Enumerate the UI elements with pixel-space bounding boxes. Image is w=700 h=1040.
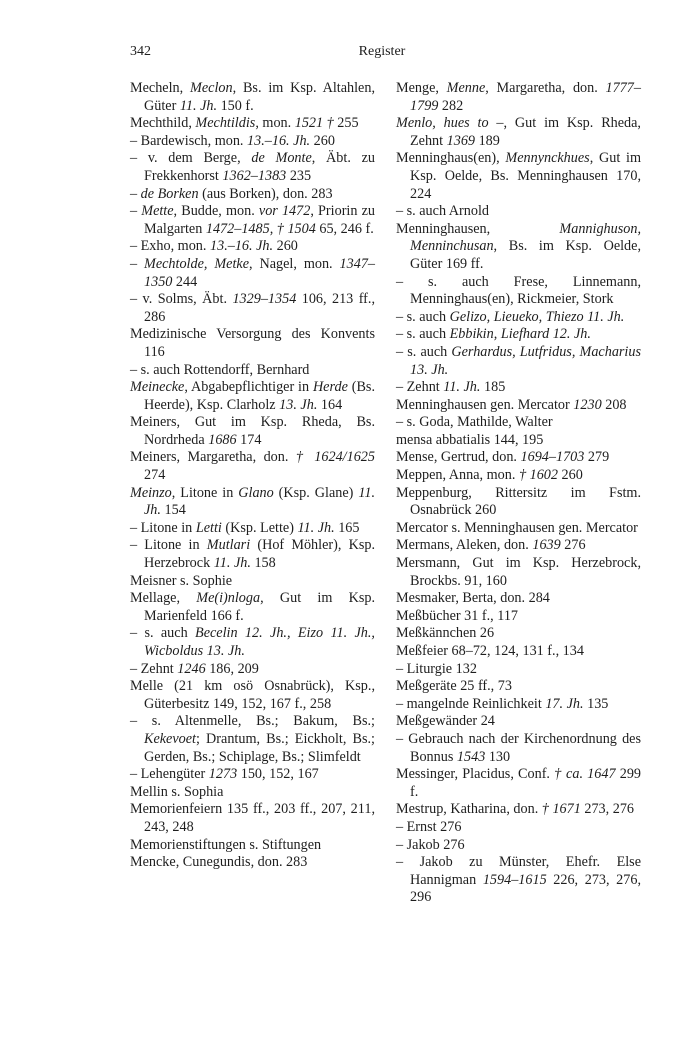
index-entry: – Lehengüter 1273 150, 152, 167 [130,766,319,783]
index-entry: Memorienstiftungen s. Stiftungen [130,836,322,853]
index-entry: – s. auch Frese, Linnemann, Menninghaus(en), Rickmeier, Stork [396,273,641,308]
index-entry: – de Borken (aus Borken), don. 283 [130,185,333,202]
index-entry: Menge, Menne, Margaretha, don. 1777–1799 282 [396,80,641,114]
index-entry: Menninghausen gen. Mercator 1230 208 [396,396,627,413]
index-entry: Mellage, Me(i)nloga, Gut im Ksp. Marienfeld 166 f. [130,590,375,624]
index-entry: Mense, Gertrud, don. 1694–1703 279 [396,449,610,466]
index-entry: – v. dem Berge, de Monte, Äbt. zu Frekkenhorst 1362–1383 235 [130,150,375,184]
index-entry: Melle (21 km osö Osnabrück), Ksp., Güterbesitz 149, 152, 167 f., 258 [130,678,375,712]
index-entry: – s. Goda, Mathilde, Walter [396,414,553,431]
index-entry: – Exho, mon. 13.–16. Jh. 260 [130,238,298,255]
index-entry: Mesmaker, Berta, don. 284 [396,590,550,607]
index-entry: – s. Altenmelle, Bs.; Bakum, Bs.; Kekevoet; Drantum, Bs.; Eickholt, Bs.; Gerden, Bs.; Schiplage, Bs.; Slimfeldt [130,713,375,765]
index-entry: Meßkännchen 26 [396,625,495,642]
index-entry: – Jakob 276 [396,836,465,853]
index-entry: Medizinische Versorgung des Konvents 116 [130,326,375,360]
index-entry: – s. auch Gelizo, Lieueko, Thiezo 11. Jh. [396,308,625,325]
index-entry: Meppen, Anna, mon. † 1602 260 [396,467,583,484]
index-entry: – Mechtolde, Metke, Nagel, mon. 1347–1350 244 [130,255,375,290]
index-entry: – s. auch Becelin 12. Jh., Eizo 11. Jh., Wicboldus 13. Jh. [130,625,375,659]
index-entry: Menlo, hues to –, Gut im Ksp. Rheda, Zehnt 1369 189 [396,115,641,149]
index-entry: – s. auch Ebbikin, Liefhard 12. Jh. [396,326,591,343]
index-entry: Mermans, Aleken, don. 1639 276 [396,537,586,554]
index-entry: Meinzo, Litone in Glano (Ksp. Glane) 11. Jh. 154 [130,484,375,519]
index-entry: mensa abbatialis 144, 195 [396,431,544,448]
index-entry: Meiners, Margaretha, don. † 1624/1625 274 [130,449,375,484]
index-entry: – Zehnt 11. Jh. 185 [396,379,506,396]
index-entry: Mecheln, Meclon, Bs. im Ksp. Altahlen, Güter 11. Jh. 150 f. [130,80,375,114]
index-entry: Meßgewänder 24 [396,713,495,730]
index-entry: Mellin s. Sophia [130,783,224,800]
index-entry: Meßfeier 68–72, 124, 131 f., 134 [396,643,584,659]
index-column-right [396,80,641,907]
index-entry: Meisner s. Sophie [130,572,233,589]
index-column-left [130,80,375,872]
index-entry: Mechthild, Mechtildis, mon. 1521 † 255 [130,115,359,132]
running-head: Register [358,44,406,59]
index-entry: Messinger, Placidus, Conf. † ca. 1647 299 f. [396,766,641,800]
index-entry: – Liturgie 132 [396,660,477,677]
index-entry: – s. auch Gerhardus, Lutfridus, Macharius 13. Jh. [396,343,641,378]
index-entry: – Bardewisch, mon. 13.–16. Jh. 260 [130,132,335,149]
index-entry: Meiners, Gut im Ksp. Rheda, Bs. Nordrheda 1686 174 [130,414,375,448]
index-entry: Menninghaus(en), Mennynckhues, Gut im Ksp. Oelde, Bs. Menninghausen 170, 224 [396,150,642,202]
index-entry: – Ernst 276 [396,818,462,835]
index-entry: – Gebrauch nach der Kirchenordnung des Bonnus 1543 130 [396,730,641,765]
index-entry: – Zehnt 1246 186, 209 [130,660,259,677]
index-entry: Meßbücher 31 f., 117 [396,607,519,624]
index-entry: – Litone in Mutlari (Hof Möhler), Ksp. Herzebrock 11. Jh. 158 [130,537,375,572]
index-entry: – Mette, Budde, mon. vor 1472, Priorin zu Malgarten 1472–1485, † 1504 65, 246 f. [130,203,375,237]
index-entry: Mercator s. Menninghausen gen. Mercator [396,519,638,536]
index-entry: – Jakob zu Münster, Ehefr. Else Hannigman 1594–1615 226, 273, 276, 296 [396,854,641,906]
page-header [130,44,634,66]
index-entry: – s. auch Rottendorff, Bernhard [130,361,310,378]
index-entry: – Litone in Letti (Ksp. Lette) 11. Jh. 165 [130,519,360,536]
index-entry: Mestrup, Katharina, don. † 1671 273, 276 [396,801,635,818]
index-entry: – mangelnde Reinlichkeit 17. Jh. 135 [396,695,609,712]
index-entry: Meppenburg, Rittersitz im Fstm. Osnabrück 260 [396,484,641,519]
index-entry: Meßgeräte 25 ff., 73 [396,678,512,695]
index-entry: Memorienfeiern 135 ff., 203 ff., 207, 211, 243, 248 [130,801,375,835]
index-entry: Meinecke, Abgabepflichtiger in Herde (Bs. Heerde), Ksp. Clarholz 13. Jh. 164 [130,379,375,413]
index-entry: – v. Solms, Äbt. 1329–1354 106, 213 ff., 286 [130,291,375,325]
index-entry: – s. auch Arnold [396,203,489,220]
page-number: 342 [130,44,151,59]
index-entry: Mersmann, Gut im Ksp. Herzebrock, Brockbs. 91, 160 [396,555,641,589]
index-entry: Menninghausen, Mannighuson, Menninchusan, Bs. im Ksp. Oelde, Güter 169 ff. [396,220,641,272]
index-entry: Mencke, Cunegundis, don. 283 [130,854,308,871]
